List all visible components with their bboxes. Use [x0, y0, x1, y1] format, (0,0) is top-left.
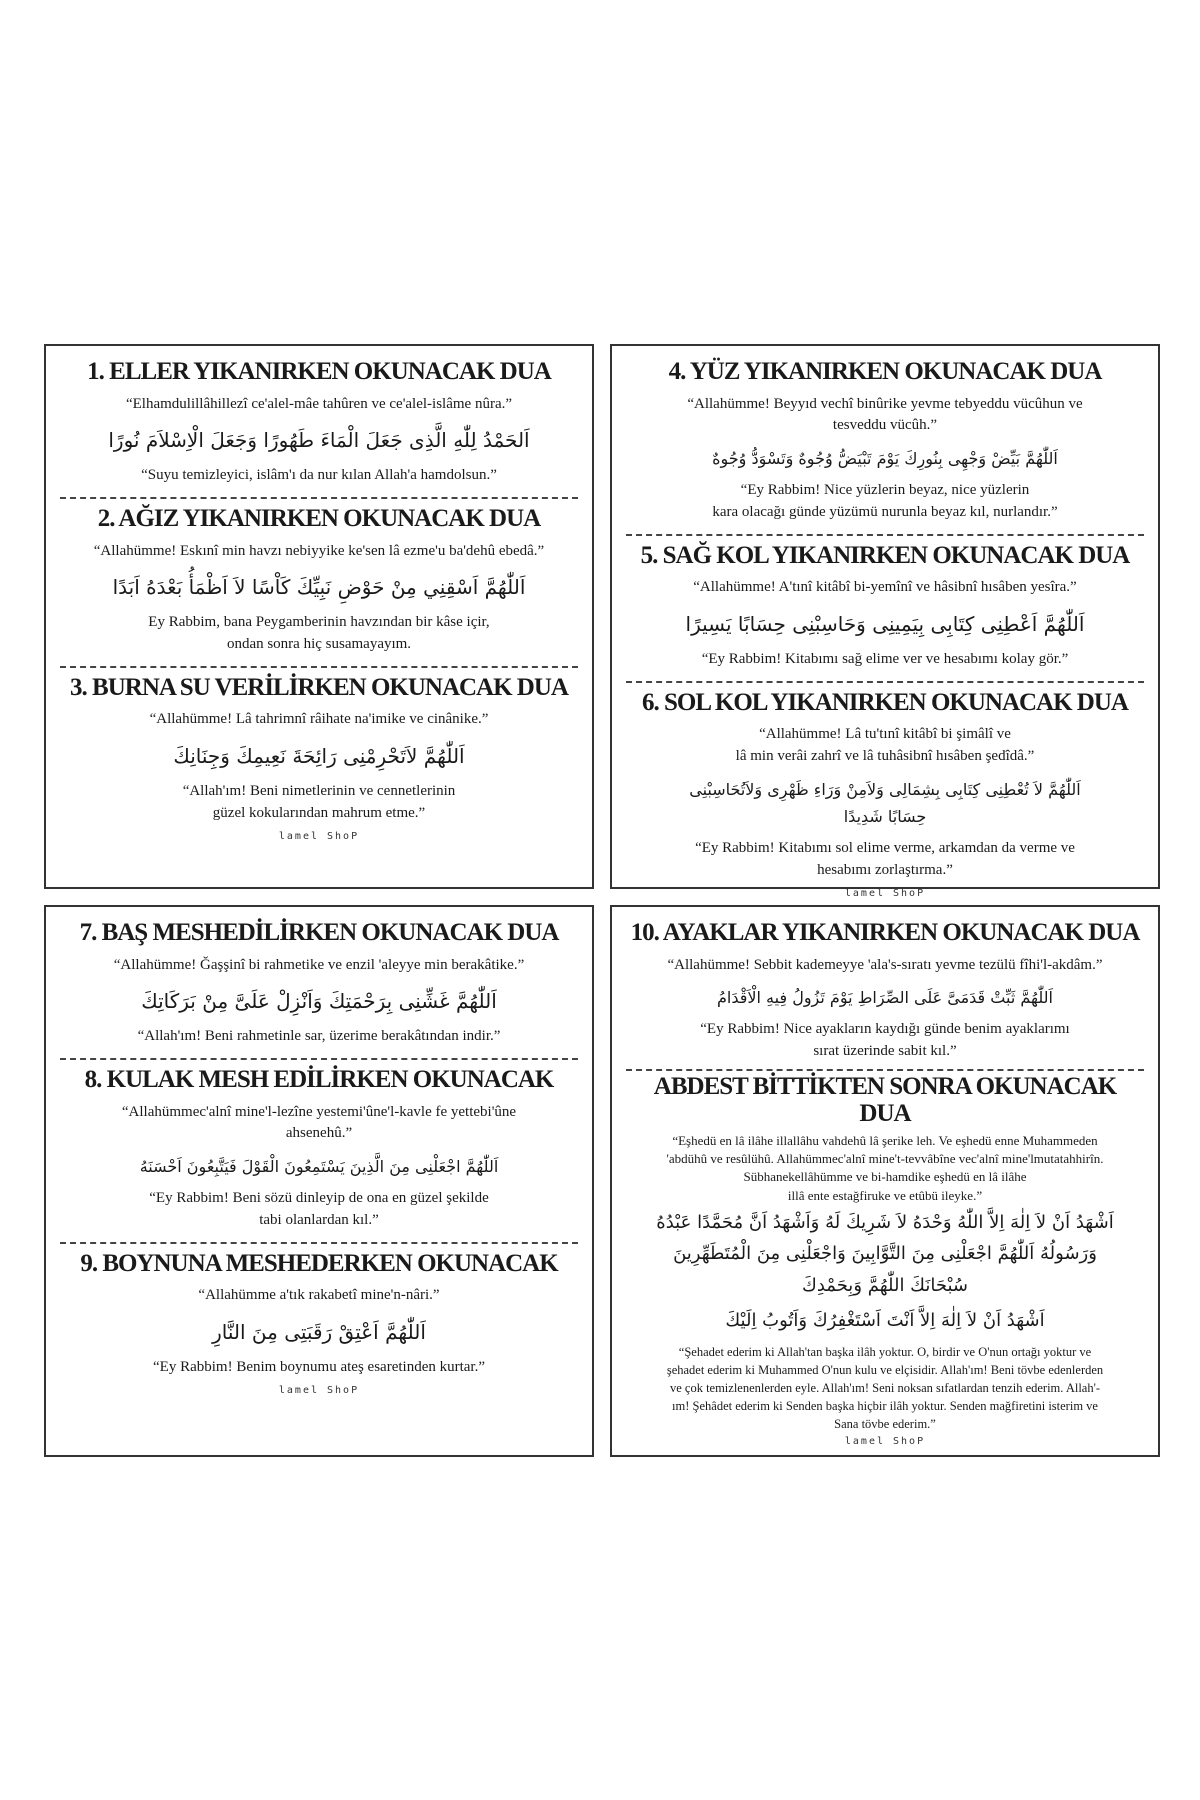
- section-title: 10. AYAKLAR YIKANIRKEN OKUNACAK DUA: [630, 919, 1140, 946]
- arabic-text: اَللّٰهُمَّ اَعْطِنِى كِتَابِى بِيَمِينِى وَحَاسِبْنِى حِسَابًا يَسِيرًا: [685, 611, 1085, 636]
- meaning-line: “Allah'ım! Beni nimetlerinin ve cennetlerinin: [182, 783, 456, 799]
- arabic-text-line: سُبْحَانَكَ اللّٰهُمَّ وَبِحَمْدِكَ: [802, 1274, 968, 1296]
- transliteration: “Allahümme! Sebbit kademeyye 'ala's-sıratı yevme tezülü fîhi'l-akdâm.”: [667, 956, 1103, 973]
- dashed-divider: [60, 497, 578, 499]
- meaning-line: tabi olanlardan kıl.”: [259, 1211, 379, 1228]
- prayer-card-10-final: [610, 905, 1160, 1457]
- meaning-line: “Ey Rabbim! Kitabımı sol elime verme, arkamdan da verme ve: [695, 840, 1075, 857]
- brand-logo: lamel ShoP: [844, 1436, 926, 1448]
- dashed-divider: [626, 681, 1144, 683]
- dashed-divider: [60, 666, 578, 668]
- arabic-text: اَللّٰهُمَّ لاَتَحْرِمْنِى رَائِحَةَ نَعِيمِكَ وَجِنَانِكَ: [173, 744, 465, 768]
- section-title: 2. AĞIZ YIKANIRKEN OKUNACAK DUA: [97, 505, 541, 532]
- section-left-arm: [626, 689, 1144, 882]
- dashed-divider: [60, 1058, 578, 1060]
- section-title: 8. KULAK MESH EDİLİRKEN OKUNACAK: [84, 1066, 554, 1093]
- transliteration-line: lâ min verâi zahrî ve lâ tuhâsibnî hısâben şedîdâ.”: [735, 747, 1035, 764]
- meaning-line: “Şehadet ederim ki Allah'tan başka ilâh yoktur. O, birdir ve O'nun ortağı yoktur ve: [678, 1344, 1092, 1359]
- section-title: 6. SOL KOL YIKANIRKEN OKUNACAK DUA: [642, 688, 1128, 716]
- arabic-text: اَللّٰهُمَّ اجْعَلْنِى مِنَ الَّذِينَ يَسْتَمِعُونَ الْقَوْلَ فَيَتَّبِعُونَ اَحْسَنَهُ: [139, 1157, 499, 1176]
- arabic-text: اَللّٰهُمَّ بَيِّضْ وَجْهِى بِنُورِكَ يَوْمَ تَبْيَضُّ وُجُوهٌ وَتَسْوَدُّ وُجُوهٌ: [712, 449, 1058, 468]
- arabic-text: اَلحَمْدُ لِلّٰهِ الَّذِى جَعَلَ الْمَاءَ طَهُورًا وَجَعَلَ الْاِسْلاَمَ نُورًا: [108, 428, 530, 453]
- arabic-text: اَللّٰهُمَّ ثَبِّتْ قَدَمَىَّ عَلَى الصِّرَاطِ يَوْمَ تَزُولُ فِيهِ الْاَقْدَامُ: [717, 988, 1053, 1008]
- section-feet: [626, 919, 1144, 1063]
- brand-logo: lamel ShoP: [844, 887, 926, 899]
- transliteration: “Elhamdulillâhillezî ce'alel-mâe tahûren ve ce'alel-islâme nûra.”: [125, 395, 513, 412]
- meaning-line: şehadet ederim ki Muhammed O'nun kulu ve elçisidir. Allah'ım! Beni tövbe edenlerden: [666, 1362, 1104, 1377]
- transliteration-line: Sübhanekellâhümme ve bi-hamdike eşhedü en lâ ilâhe: [743, 1169, 1027, 1185]
- section-title: 3. BURNA SU VERİLİRKEN OKUNACAK DUA: [70, 673, 568, 701]
- prayer-card-1-3: [44, 344, 594, 889]
- dashed-divider: [626, 1069, 1144, 1071]
- section-title: ABDEST BİTTİKTEN SONRA OKUNACAK DUA: [653, 1072, 1117, 1128]
- arabic-text-line: اَشْهَدُ اَنْ لاَ اِلٰهَ اِلاَّ اَنْتَ اَسْتَغْفِرُكَ وَاَتُوبُ اِلَيْكَ: [725, 1310, 1045, 1332]
- transliteration-line: tesveddu vücûh.”: [832, 417, 938, 434]
- arabic-text-line: حِسَابًا شَدِيدًا: [843, 806, 927, 826]
- section-after-ablution: [626, 1073, 1144, 1433]
- section-hands: [60, 358, 578, 487]
- section-title: 5. SAĞ KOL YIKANIRKEN OKUNACAK DUA: [640, 541, 1130, 569]
- transliteration-line: “Allahümme! Beyyıd vechî binûrike yevme tebyeddu vücûhun ve: [687, 395, 1083, 412]
- arabic-text: اَللّٰهُمَّ غَشِّنِى بِرَحْمَتِكَ وَاَنْزِلْ عَلَىَّ مِنْ بَرَكَاتِكَ: [141, 989, 497, 1014]
- meaning-line: Sana tövbe ederim.”: [834, 1417, 936, 1432]
- transliteration: “Allahümme a'tık rakabetî mine'n-nâri.”: [198, 1287, 440, 1304]
- brand-logo: lamel ShoP: [278, 1384, 360, 1396]
- meaning-line: Ey Rabbim, bana Peygamberinin havzından bir kâse içir,: [148, 614, 490, 631]
- transliteration-line: illâ ente estağfiruke ve etûbü ileyke.”: [787, 1187, 983, 1203]
- meaning-line: hesabımı zorlaştırma.”: [817, 861, 953, 878]
- transliteration-line: “Eşhedü en lâ ilâhe illallâhu vahdehû lâ şerike leh. Ve eşhedü enne Muhammeden: [672, 1132, 1098, 1148]
- meaning: “Suyu temizleyici, islâm'ı da nur kılan Allah'a hamdolsun.”: [141, 467, 497, 484]
- transliteration: “Allahümme! A'tınî kitâbî bi-yemînî ve hâsibnî hısâben yesîra.”: [693, 579, 1077, 596]
- meaning: “Ey Rabbim! Kitabımı sağ elime ver ve hesabımı kolay gör.”: [701, 650, 1069, 667]
- section-nose: [60, 674, 578, 825]
- arabic-text-line: اَشْهَدُ اَنْ لاَ اِلٰهَ اِلاَّ اللّٰهُ وَحْدَهُ لاَ شَرِيكَ لَهُ وَاَشْهَدُ اَنَّ مُحَمَّدًا عَبْدُهُ: [656, 1211, 1114, 1233]
- dashed-divider: [626, 534, 1144, 536]
- section-neck: [60, 1250, 578, 1379]
- transliteration-line: “Allahümmec'alnî mine'l-lezîne yestemi'ûne'l-kavle fe yettebi'ûne: [121, 1103, 517, 1120]
- section-face: [626, 358, 1144, 524]
- meaning-line: “Ey Rabbim! Nice yüzlerin beyaz, nice yüzlerin: [740, 482, 1030, 499]
- section-title: 4. YÜZ YIKANIRKEN OKUNACAK DUA: [668, 358, 1102, 385]
- prayer-card-4-6: [610, 344, 1160, 899]
- arabic-text: اَللّٰهُمَّ اَعْتِقْ رَقَبَتِى مِنَ النَّارِ: [212, 1319, 426, 1344]
- arabic-text-line: اَللّٰهُمَّ لاَ تُعْطِنِى كِتَابِى بِشِمَالِى وَلاَمِنْ وَرَاءِ ظَهْرِى وَلاَتُحَاسِبْنِى: [689, 779, 1081, 799]
- transliteration-line: “Allahümme! Lâ tu'tınî kitâbî bi şimâlî ve: [759, 726, 1011, 743]
- prayer-card-7-9: [44, 905, 594, 1457]
- meaning-line: güzel kokularından mahrum etme.”: [212, 804, 426, 821]
- section-title: 9. BOYNUNA MESHEDERKEN OKUNACAK: [80, 1249, 558, 1277]
- section-mouth: [60, 505, 578, 656]
- meaning-line: “Ey Rabbim! Nice ayakların kaydığı günde benim ayaklarımı: [700, 1021, 1070, 1038]
- transliteration-line: ahsenehû.”: [285, 1125, 353, 1142]
- meaning-line: ım! Şehâdet ederim ki Senden başka hiçbir ilâh yoktur. Senden mağfiretini isterim ve: [672, 1399, 1098, 1414]
- brand-logo: lamel ShoP: [278, 830, 360, 842]
- transliteration: “Allahümme! Ğaşşinî bi rahmetike ve enzil 'aleyye min berakâtike.”: [113, 956, 525, 973]
- meaning: “Allah'ım! Beni rahmetinle sar, üzerime berakâtından indir.”: [137, 1028, 501, 1045]
- section-right-arm: [626, 542, 1144, 671]
- dashed-divider: [60, 1242, 578, 1244]
- meaning-line: sırat üzerinde sabit kıl.”: [813, 1043, 957, 1060]
- section-title: 7. BAŞ MESHEDİLİRKEN OKUNACAK DUA: [79, 919, 559, 946]
- meaning: “Ey Rabbim! Benim boynumu ateş esaretinden kurtar.”: [153, 1358, 485, 1375]
- transliteration: “Allahümme! Eskınî min havzı nebiyyike ke'sen lâ ezme'u ba'dehû ebedâ.”: [93, 542, 545, 559]
- arabic-text: اَللّٰهُمَّ اَسْقِنِي مِنْ حَوْضِ نَبِيِّكَ كَاْسًا لاَ اَظْمَأُ بَعْدَهُ اَبَدًا: [112, 575, 526, 600]
- meaning-line: ve çok temizlenenlerden eyle. Allah'ım! Seni noksan sıfatlardan tenzih ederim. Allah'-: [669, 1380, 1101, 1395]
- meaning-line: “Ey Rabbim! Beni sözü dinleyip de ona en güzel şekilde: [149, 1190, 489, 1207]
- arabic-text-line: وَرَسُولُهُ اَللّٰهُمَّ اجْعَلْنِى مِنَ التَّوَّابِينَ وَاجْعَلْنِى مِنَ الْمُتَطَهِّرِينَ: [673, 1243, 1097, 1265]
- section-head: [60, 919, 578, 1048]
- section-title: 1. ELLER YIKANIRKEN OKUNACAK DUA: [87, 358, 551, 385]
- section-ears: [60, 1066, 578, 1232]
- transliteration: “Allahümme! Lâ tahrimnî râihate na'imike ve cinânike.”: [149, 711, 489, 728]
- meaning-line: kara olacağı günde yüzümü nurunla beyaz kıl, nurlandır.”: [712, 503, 1058, 520]
- meaning-line: ondan sonra hiç susamayayım.: [226, 636, 412, 652]
- transliteration-line: 'abdühû ve resûlühû. Allahümmec'alnî mine't-tevvâbîne vec'alnî mine'lmutatahhirîn.: [666, 1151, 1104, 1167]
